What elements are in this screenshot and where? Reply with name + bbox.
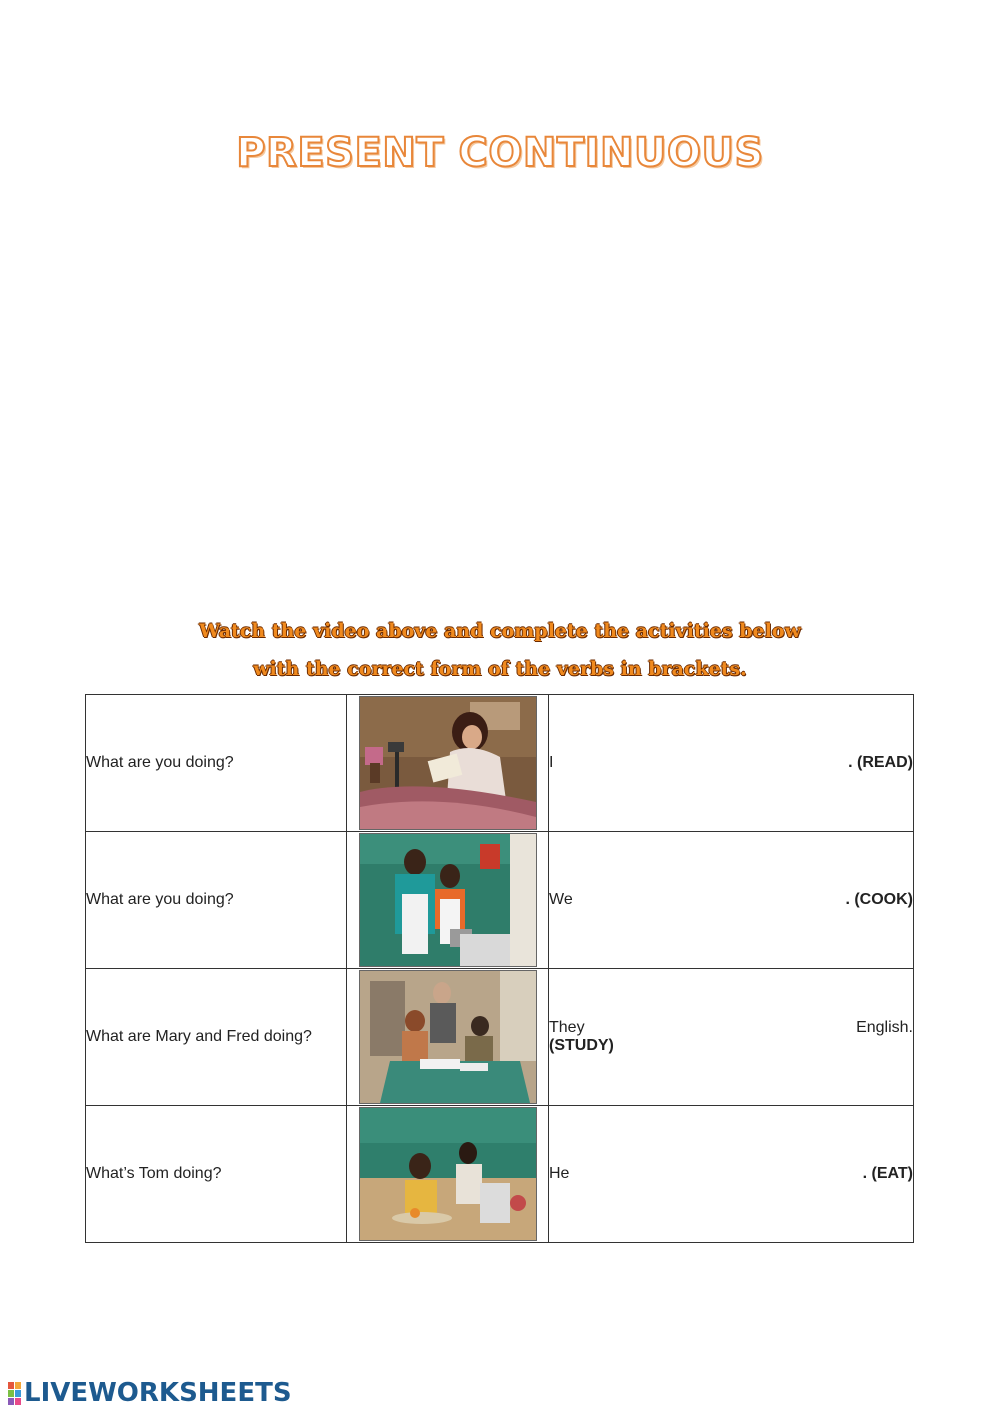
answer-subject: I [549, 754, 554, 771]
instructions-line-2: with the correct form of the verbs in brackets. [253, 658, 747, 680]
answer-cell [549, 1106, 914, 1243]
answer-subject: They [549, 1019, 585, 1036]
answer-verb-hint: (STUDY) [549, 1037, 614, 1054]
answer-cell [549, 969, 914, 1106]
picture-cell [347, 1106, 549, 1243]
man-eating-in-kitchen-picture [359, 1107, 537, 1241]
instructions [0, 612, 1000, 688]
table-row [86, 1106, 914, 1243]
exercise-table [85, 694, 914, 1243]
question-cell: What are you doing? [86, 832, 347, 969]
answer-verb-hint: . (READ) [848, 754, 913, 771]
table-row [86, 695, 914, 832]
question-cell: What are Mary and Fred doing? [86, 969, 347, 1106]
logo-icon [8, 1382, 21, 1405]
picture-cell [347, 832, 549, 969]
answer-cell [549, 832, 914, 969]
couple-cooking-picture [359, 833, 537, 967]
picture-cell [347, 695, 549, 832]
family-studying-at-table-picture [359, 970, 537, 1104]
answer-subject: He [549, 1165, 570, 1182]
question-cell: What’s Tom doing? [86, 1106, 347, 1243]
answer-verb-hint: . (COOK) [845, 891, 913, 908]
liveworksheets-logo [8, 1378, 292, 1408]
instructions-line-1: Watch the video above and complete the activities below [199, 620, 801, 642]
woman-reading-in-bed-picture [359, 696, 537, 830]
answer-verb-hint: . (EAT) [862, 1165, 913, 1182]
page-title: PRESENT CONTINUOUS [236, 130, 764, 176]
logo-text: LIVEWORKSHEETS [24, 1378, 292, 1408]
answer-object: English. [856, 1019, 913, 1036]
question-cell: What are you doing? [86, 695, 347, 832]
answer-cell [549, 695, 914, 832]
table-row [86, 832, 914, 969]
table-row [86, 969, 914, 1106]
picture-cell [347, 969, 549, 1106]
answer-subject: We [549, 891, 573, 908]
